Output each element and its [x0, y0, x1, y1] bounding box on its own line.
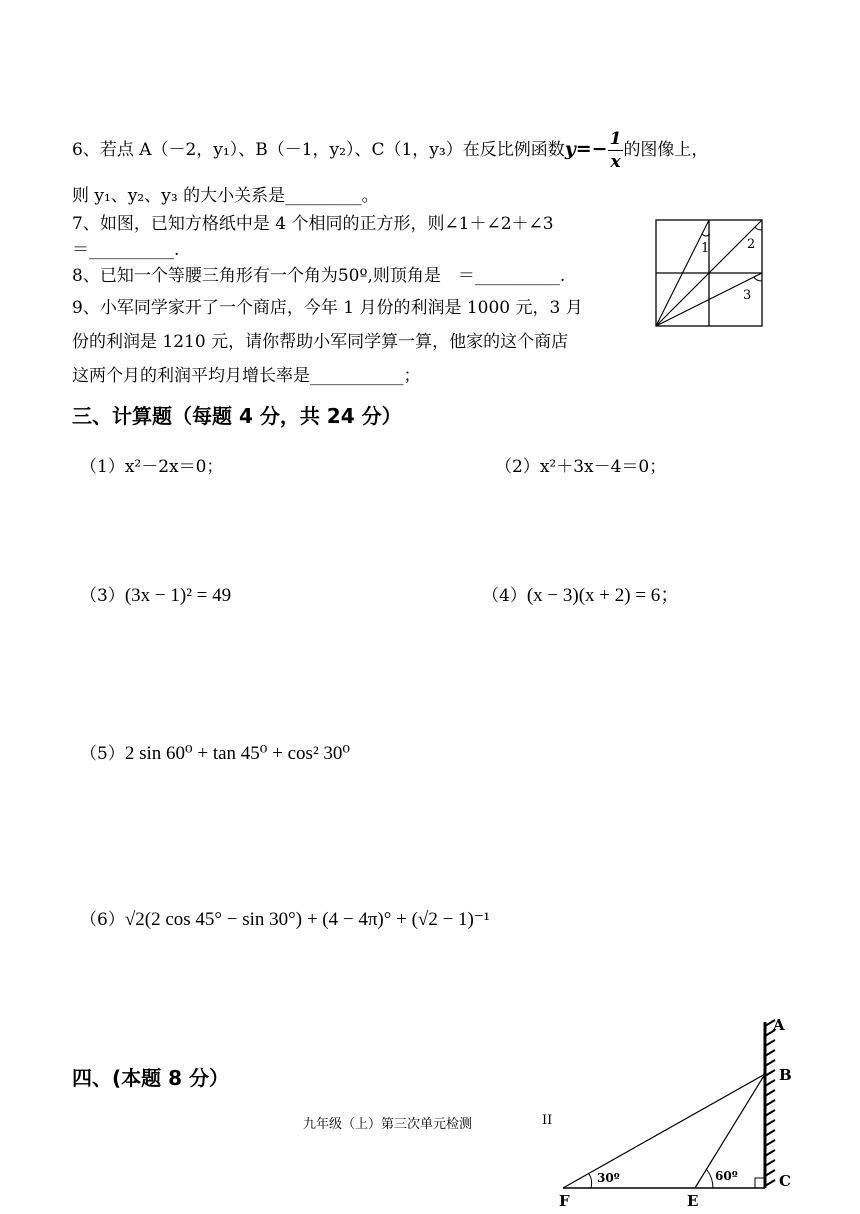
q6-text: 6、若点 A（－2，y₁）、B（－1，y₂）、C（1，y₃）在反比例函数 [72, 140, 565, 160]
section4-figure [555, 1012, 795, 1212]
problem-4-expr: (x − 3)(x + 2) = 6； [526, 585, 680, 606]
figure4-point-c: C [779, 1172, 791, 1190]
problem-3-label: （3） [80, 586, 125, 606]
section4-title: 四、(本题 8 分） [72, 1066, 229, 1090]
problem-6 [80, 908, 490, 932]
problem-6-expr: √2(2 cos 45° − sin 30°) + (4 − 4π)° + (√2 − 1)⁻¹ [124, 909, 490, 930]
q7-grid-figure [655, 218, 765, 328]
q8-line: 8、已知一个等腰三角形有一个角为50º,则顶角是 ＝__________. [72, 266, 566, 286]
problem-5-label: （5） [80, 744, 125, 764]
q6-line2: 则 y₁、y₂、y₃ 的大小关系是_________。 [72, 186, 379, 206]
figure4-angle-f: 30º [597, 1171, 620, 1185]
problem-6-label: （6） [80, 910, 125, 930]
section3-title: 三、计算题（每题 4 分，共 24 分） [72, 404, 402, 428]
problem-3-expr: (3x − 1)² = 49 [124, 585, 232, 606]
problem-5-expr: 2 sin 60⁰ + tan 45⁰ + cos² 30⁰ [124, 743, 351, 764]
figure4-angle-e: 60º [715, 1169, 738, 1183]
q6-post: 的图像上， [623, 140, 709, 160]
q6-line1 [72, 128, 708, 173]
figure4-point-b: B [779, 1066, 792, 1084]
footer-page: II [542, 1113, 553, 1128]
q9-line3: 这两个月的利润平均月增长率是___________； [72, 366, 421, 386]
problem-5 [80, 742, 350, 766]
q6-fraction [608, 128, 624, 173]
problem-4 [482, 584, 679, 608]
figure4-point-e: E [687, 1192, 699, 1210]
footer-text: 九年级（上）第三次单元检测 [303, 1117, 473, 1132]
q7-angle-2: 2 [747, 237, 756, 252]
problem-4-label: （4） [482, 586, 527, 606]
q9-line1: 9、小军同学家开了一个商店，今年 1 月份的利润是 1000 元，3 月 [72, 298, 583, 318]
q7-line2: ＝__________. [72, 240, 180, 260]
problem-3 [80, 584, 231, 608]
problem-2: （2）x²＋3x－4＝0； [495, 457, 667, 477]
q7-line1: 7、如图，已知方格纸中是 4 个相同的正方形，则∠1＋∠2＋∠3 [72, 214, 554, 234]
q6-frac-num: 1 [609, 129, 622, 149]
q9-line2: 份的利润是 1210 元，请你帮助小军同学算一算，他家的这个商店 [72, 332, 569, 352]
figure4-point-a: A [773, 1016, 785, 1034]
q7-angle-3: 3 [743, 288, 752, 303]
q6-frac-den: x [610, 152, 621, 172]
q6-func: y=− [564, 138, 608, 160]
figure4-point-f: F [559, 1192, 570, 1210]
q7-angle-1: 1 [701, 241, 710, 256]
problem-1: （1）x²－2x＝0； [80, 457, 224, 477]
